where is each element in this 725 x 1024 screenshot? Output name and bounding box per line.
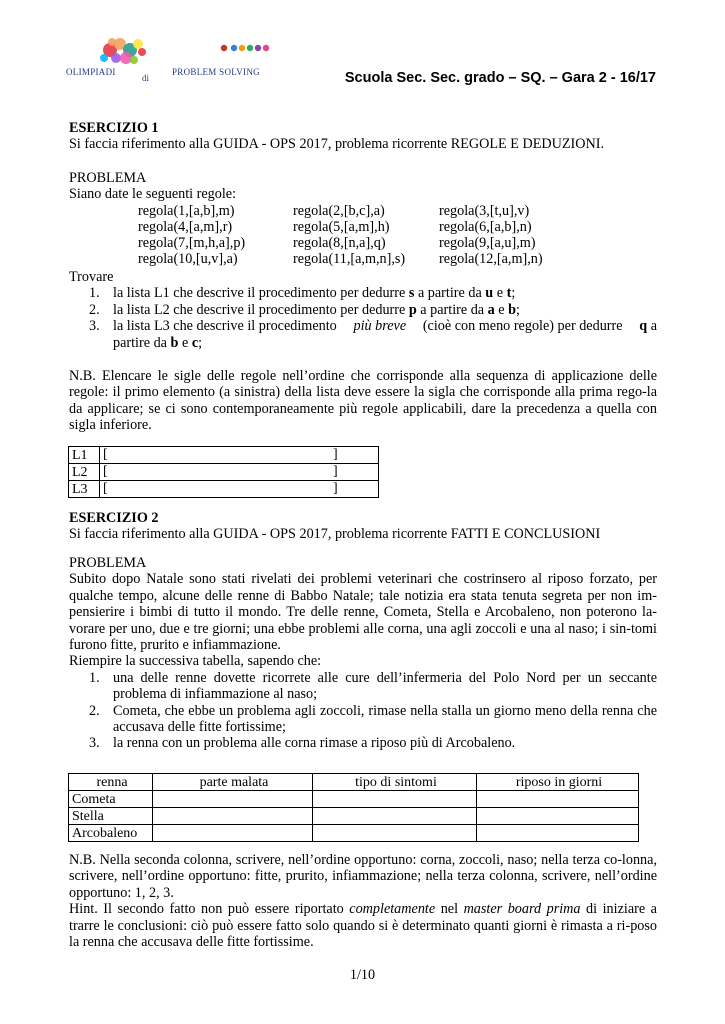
cell-input[interactable] <box>153 808 313 825</box>
table-row <box>69 808 639 825</box>
rule-3: regola(3,[t,u],v) <box>439 203 530 219</box>
task-item-3: 3. la lista L3 che descrive il procedimento più breve (cioè con meno regole) per dedurre q a partire da b e c; <box>89 318 657 351</box>
rule-4: regola(4,[a,m],r) <box>138 219 233 235</box>
ex2-text: Subito dopo Natale sono stati rivelati dei problemi veterinari che costrinsero al riposo forzato, per qualche tempo, alcune delle renne di Babbo Natale; tale notizia era stata tenuta segreta per non im-pensierire i bimbi di tutto il mondo. Tre delle renne, Cometa, Stella e Arcobaleno, non poterono la-vorare per uno, due e tre giorni; una ebbe problemi alle corna, una agli zoccoli e una al naso; i sin-tomi furono fitte, prurito e infiammazione. <box>69 571 657 654</box>
logo-dot <box>263 45 269 51</box>
rule-12: regola(12,[a,m],n) <box>439 251 543 267</box>
logo-dot <box>111 53 121 63</box>
table-row <box>69 447 379 464</box>
rule-7: regola(7,[m,h,a],p) <box>138 235 246 251</box>
rule-5: regola(5,[a,m],h) <box>293 219 390 235</box>
page-number: 1/10 <box>349 967 376 983</box>
list-answer-l3[interactable]: [ ] <box>100 481 379 498</box>
col-riposo: riposo in giorni <box>477 774 639 791</box>
rule-9: regola(9,[a,u],m) <box>439 235 536 251</box>
page-header-title: Scuola Sec. Sec. grado – SQ. – Gara 2 - 16/17 <box>344 70 656 86</box>
rule-6: regola(6,[a,b],n) <box>439 219 532 235</box>
row-label-arcobaleno: Arcobaleno <box>69 825 153 842</box>
ex2-intro: Si faccia riferimento alla GUIDA - OPS 2017, problema ricorrente FATTI E CONCLUSIONI <box>69 526 601 543</box>
cell-input[interactable] <box>477 791 639 808</box>
ex1-tasks <box>69 269 657 351</box>
logo-problem-solving: PROBLEM SOLVING <box>172 67 260 77</box>
row-label-stella: Stella <box>69 808 153 825</box>
table-header-row <box>69 774 639 791</box>
col-parte-malata: parte malata <box>153 774 313 791</box>
table-row <box>69 481 379 498</box>
logo-di: di <box>142 73 150 83</box>
ex2-problem <box>69 555 657 752</box>
answer-lists-table <box>68 446 379 498</box>
cell-input[interactable] <box>313 808 477 825</box>
logo-dot <box>255 45 261 51</box>
ex2-title: ESERCIZIO 2 <box>69 510 159 526</box>
ex1-title: ESERCIZIO 1 <box>69 120 159 136</box>
table-row <box>69 464 379 481</box>
logo-olimpiadi: OLIMPIADI <box>66 67 116 77</box>
ops-logo <box>66 36 296 86</box>
ex2-nb: N.B. Nella seconda colonna, scrivere, nell’ordine opportuno: corna, zoccoli, naso; nella terza co-lonna, scrivere, nell’ordine opportuno: fitte, prurito, infiammazione; nella terza colonna, scrivere, nell’ordine opportuno: 1, 2, 3. <box>69 852 657 901</box>
ex2-riempire: Riempire la successiva tabella, sapendo che: <box>69 653 322 670</box>
task-item-2: 2. la lista L2 che descrive il procedimento per dedurre p a partire da a e b; <box>89 301 520 318</box>
ex2-hint: Hint. Il secondo fatto non può essere riportato completamente nel master board prima di iniziare a trarre le conclusioni: ciò può essere fatto solo quando si è determinato quanti giorni è rimasta a ri-poso la renna che accusava delle fitte fortissime. <box>69 901 657 951</box>
logo-dot <box>108 38 116 46</box>
logo-dot <box>120 52 132 64</box>
logo-dot <box>100 54 108 62</box>
rule-11: regola(11,[a,m,n],s) <box>293 251 406 267</box>
list-label-l1: L1 <box>69 447 100 464</box>
ex1-nb: N.B. Elencare le sigle delle regole nell’ordine che corrisponde alla sequenza di applicazione delle regole: il primo elemento (a sinistra) della lista deve essere la sigla che corrisponde alla prima rego-la da applicare; se ci sono contemporaneamente più regole applicabili, dare la precedenza a quella con sigla inferiore. <box>69 368 657 434</box>
cell-input[interactable] <box>477 825 639 842</box>
logo-dot <box>138 48 146 56</box>
cell-input[interactable] <box>153 791 313 808</box>
cell-input[interactable] <box>313 825 477 842</box>
ex1-problema-label: PROBLEMA <box>69 170 147 186</box>
rule-10: regola(10,[u,v],a) <box>138 251 238 267</box>
col-renna: renna <box>69 774 153 791</box>
task-item-1: 1. la lista L1 che descrive il procedimento per dedurre s a partire da u e t; <box>89 285 516 302</box>
logo-dot <box>133 39 143 49</box>
ex1-siano: Siano date le seguenti regole: <box>69 186 237 203</box>
logo-dot <box>231 45 237 51</box>
logo-dot <box>130 56 138 64</box>
rule-1: regola(1,[a,b],m) <box>138 203 235 219</box>
cell-input[interactable] <box>313 791 477 808</box>
logo-dot <box>221 45 227 51</box>
ex2-problema-label: PROBLEMA <box>69 555 147 571</box>
ex1-header <box>69 120 657 153</box>
fact-item-2: 2. Cometa, che ebbe un problema agli zoccoli, rimase nella stalla un giorno meno della renna che accusava delle fitte fortissime; <box>89 702 657 736</box>
fact-item-1: 1. una delle renne dovette ricorrete alle cure dell’infermeria del Polo Nord per un seccante problema di infiammazione al naso; <box>89 669 657 703</box>
list-answer-l1[interactable]: [ ] <box>100 447 379 464</box>
list-label-l2: L2 <box>69 464 100 481</box>
table-row <box>69 791 639 808</box>
table-row <box>69 825 639 842</box>
rule-2: regola(2,[b,c],a) <box>293 203 385 219</box>
ex2-header <box>69 510 657 543</box>
col-tipo-sintomi: tipo di sintomi <box>313 774 477 791</box>
ex2-notes <box>69 852 657 950</box>
cell-input[interactable] <box>153 825 313 842</box>
fact-item-3: 3. la renna con un problema alle corna rimase a riposo più di Arcobaleno. <box>89 735 516 752</box>
logo-dot <box>239 45 245 51</box>
ex1-intro: Si faccia riferimento alla GUIDA - OPS 2017, problema ricorrente REGOLE E DEDUZIONI. <box>69 136 605 153</box>
list-answer-l2[interactable]: [ ] <box>100 464 379 481</box>
ex1-trovare: Trovare <box>69 269 114 285</box>
ex1-problem <box>69 170 657 203</box>
reindeer-table <box>68 773 639 842</box>
cell-input[interactable] <box>477 808 639 825</box>
logo-dot <box>247 45 253 51</box>
rule-8: regola(8,[n,a],q) <box>293 235 386 251</box>
list-label-l3: L3 <box>69 481 100 498</box>
row-label-cometa: Cometa <box>69 791 153 808</box>
